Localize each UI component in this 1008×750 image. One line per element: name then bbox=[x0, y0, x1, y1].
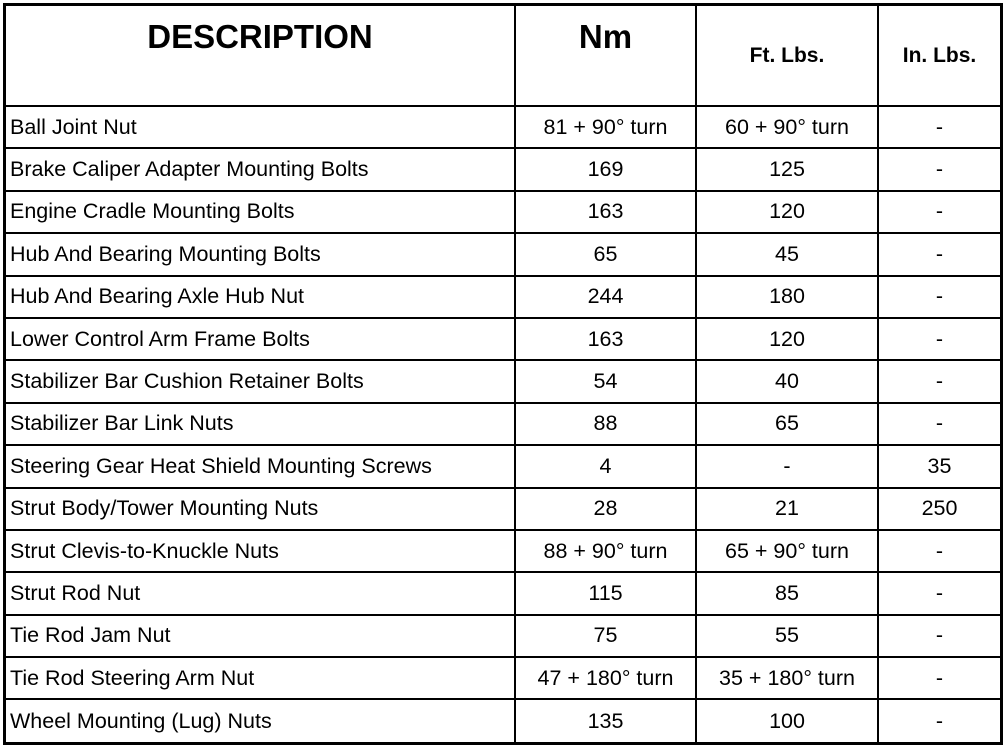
cell-ft-lbs: 100 bbox=[696, 699, 878, 742]
cell-nm: 163 bbox=[515, 191, 696, 233]
header-in-lbs: In. Lbs. bbox=[878, 6, 1000, 106]
table-row bbox=[6, 233, 1000, 275]
cell-nm: 28 bbox=[515, 488, 696, 530]
cell-in-lbs: - bbox=[878, 148, 1000, 190]
cell-description: Steering Gear Heat Shield Mounting Screws bbox=[6, 445, 515, 487]
cell-ft-lbs: 40 bbox=[696, 360, 878, 402]
cell-in-lbs: - bbox=[878, 615, 1000, 657]
cell-description: Strut Body/Tower Mounting Nuts bbox=[6, 488, 515, 530]
cell-description: Tie Rod Jam Nut bbox=[6, 615, 515, 657]
cell-ft-lbs: 35 + 180° turn bbox=[696, 657, 878, 699]
cell-in-lbs: - bbox=[878, 191, 1000, 233]
cell-nm: 88 bbox=[515, 403, 696, 445]
table-row bbox=[6, 403, 1000, 445]
cell-in-lbs: - bbox=[878, 657, 1000, 699]
cell-nm: 54 bbox=[515, 360, 696, 402]
table-row bbox=[6, 191, 1000, 233]
table-row bbox=[6, 148, 1000, 190]
header-nm: Nm bbox=[515, 6, 696, 106]
cell-in-lbs: - bbox=[878, 403, 1000, 445]
cell-nm: 81 + 90° turn bbox=[515, 106, 696, 148]
cell-description: Hub And Bearing Mounting Bolts bbox=[6, 233, 515, 275]
cell-ft-lbs: 65 bbox=[696, 403, 878, 445]
cell-description: Tie Rod Steering Arm Nut bbox=[6, 657, 515, 699]
table-row bbox=[6, 106, 1000, 148]
cell-in-lbs: - bbox=[878, 318, 1000, 360]
table-row bbox=[6, 615, 1000, 657]
cell-in-lbs: - bbox=[878, 572, 1000, 614]
cell-description: Lower Control Arm Frame Bolts bbox=[6, 318, 515, 360]
cell-ft-lbs: 85 bbox=[696, 572, 878, 614]
cell-nm: 163 bbox=[515, 318, 696, 360]
cell-nm: 169 bbox=[515, 148, 696, 190]
cell-ft-lbs: 60 + 90° turn bbox=[696, 106, 878, 148]
table-row bbox=[6, 318, 1000, 360]
cell-description: Wheel Mounting (Lug) Nuts bbox=[6, 699, 515, 742]
cell-description: Strut Clevis-to-Knuckle Nuts bbox=[6, 530, 515, 572]
cell-description: Hub And Bearing Axle Hub Nut bbox=[6, 276, 515, 318]
cell-description: Brake Caliper Adapter Mounting Bolts bbox=[6, 148, 515, 190]
cell-in-lbs: - bbox=[878, 699, 1000, 742]
cell-ft-lbs: 125 bbox=[696, 148, 878, 190]
header-row bbox=[6, 6, 1000, 106]
cell-nm: 244 bbox=[515, 276, 696, 318]
cell-in-lbs: - bbox=[878, 106, 1000, 148]
cell-nm: 47 + 180° turn bbox=[515, 657, 696, 699]
table-row bbox=[6, 657, 1000, 699]
cell-ft-lbs: 45 bbox=[696, 233, 878, 275]
cell-in-lbs: - bbox=[878, 360, 1000, 402]
table-row bbox=[6, 276, 1000, 318]
header-ft-lbs: Ft. Lbs. bbox=[696, 6, 878, 106]
table-row bbox=[6, 488, 1000, 530]
cell-ft-lbs: 120 bbox=[696, 318, 878, 360]
cell-description: Ball Joint Nut bbox=[6, 106, 515, 148]
cell-ft-lbs: 120 bbox=[696, 191, 878, 233]
cell-in-lbs: 250 bbox=[878, 488, 1000, 530]
cell-nm: 65 bbox=[515, 233, 696, 275]
header-description: DESCRIPTION bbox=[6, 6, 515, 106]
table-row bbox=[6, 530, 1000, 572]
cell-ft-lbs: 65 + 90° turn bbox=[696, 530, 878, 572]
table-body bbox=[6, 106, 1000, 742]
cell-ft-lbs: 21 bbox=[696, 488, 878, 530]
torque-specification-table bbox=[6, 6, 1000, 742]
cell-nm: 135 bbox=[515, 699, 696, 742]
cell-nm: 75 bbox=[515, 615, 696, 657]
table-row bbox=[6, 699, 1000, 742]
cell-in-lbs: - bbox=[878, 233, 1000, 275]
cell-description: Stabilizer Bar Link Nuts bbox=[6, 403, 515, 445]
cell-description: Strut Rod Nut bbox=[6, 572, 515, 614]
cell-nm: 115 bbox=[515, 572, 696, 614]
cell-in-lbs: - bbox=[878, 276, 1000, 318]
cell-ft-lbs: - bbox=[696, 445, 878, 487]
cell-nm: 4 bbox=[515, 445, 696, 487]
table-row bbox=[6, 572, 1000, 614]
cell-ft-lbs: 55 bbox=[696, 615, 878, 657]
cell-description: Engine Cradle Mounting Bolts bbox=[6, 191, 515, 233]
cell-ft-lbs: 180 bbox=[696, 276, 878, 318]
table-row bbox=[6, 360, 1000, 402]
cell-nm: 88 + 90° turn bbox=[515, 530, 696, 572]
cell-in-lbs: - bbox=[878, 530, 1000, 572]
table-row bbox=[6, 445, 1000, 487]
cell-in-lbs: 35 bbox=[878, 445, 1000, 487]
cell-description: Stabilizer Bar Cushion Retainer Bolts bbox=[6, 360, 515, 402]
